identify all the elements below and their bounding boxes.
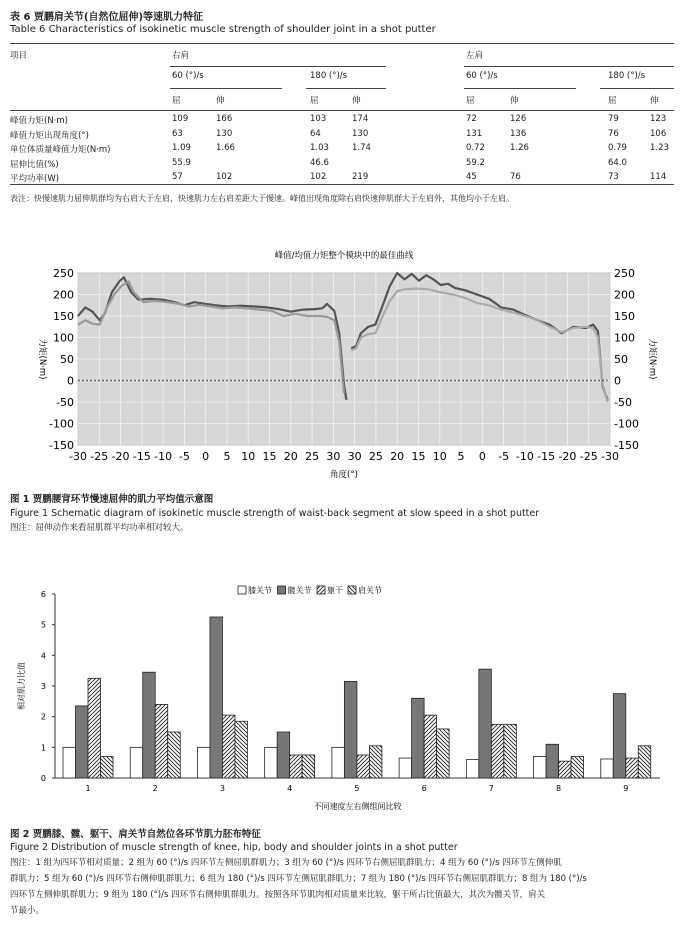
bar [168,732,181,778]
bar [130,747,143,778]
table-cell: 0.79 [608,143,627,153]
speed-header: 180 (°)/s [310,71,348,81]
bar [491,724,504,778]
y-tick-label: 0 [67,374,74,388]
x-tick-label: 4 [287,784,293,793]
y-axis-label: 力矩(N·m) [37,338,47,380]
figure2-caption-cn: 图 2 贾鹏膝、髋、躯干、肩关节自然位各环节肌力胚布特征 [10,829,261,840]
bar [479,669,492,778]
table-cell: 45 [466,172,477,182]
x-tick-label: 10 [432,450,447,463]
table-cell: 79 [608,114,619,124]
table-cell: 1.09 [172,143,191,153]
x-tick-label: 3 [219,784,225,793]
y-tick-label-right: 200 [614,288,635,302]
table-cell: 130 [216,128,233,139]
y-tick-label: -50 [56,396,74,409]
x-tick-label: -10 [154,450,173,463]
x-tick-label: 1 [85,784,91,793]
bar [290,755,303,778]
table-cell: 106 [650,128,667,139]
table-cell: 72 [466,114,477,124]
table-cell: 103 [310,114,327,124]
figure1-line-chart [0,240,684,490]
y-tick-label: 200 [53,288,74,302]
x-tick-label: 9 [623,784,629,793]
bar [101,757,114,778]
x-tick-label: -30 [69,450,87,463]
y-tick-label-right: -50 [614,396,632,409]
y-tick-label: 4 [40,651,46,661]
bar [369,746,382,778]
bar [344,681,357,778]
table-cell: 1.66 [216,143,235,153]
y-tick-label-right: 50 [614,353,628,366]
bar [265,747,278,778]
legend-swatch [348,586,356,594]
y-tick-label: -150 [49,439,74,452]
bar [504,724,517,778]
table-cell: 63 [172,128,183,139]
flex-header: 屈 [608,96,617,106]
bar [534,757,547,778]
table-cell: 73 [608,172,619,182]
x-tick-label: -25 [579,450,598,463]
bar [601,759,614,778]
row-label: 峰值力矩出现角度(°) [10,130,89,141]
x-tick-label: 2 [152,784,158,793]
table-top-rule [10,43,674,44]
y-tick-label: -100 [49,417,74,431]
legend-label: 肩关节 [358,586,382,595]
flex-header: 屈 [310,96,319,106]
bar [357,755,370,778]
x-tick-label: 20 [283,450,298,463]
x-tick-label: -10 [515,450,534,463]
bar [571,757,584,778]
row-label: 平均功率(W) [10,174,60,184]
bar [76,706,89,778]
y-axis-label: 相对肌力比值 [17,662,26,710]
figure2-bar-chart [0,578,684,818]
table-cell: 219 [352,172,369,182]
row-label: 峰值力矩(N·m) [10,116,68,126]
y-tick-label: 50 [60,353,74,366]
bar [143,672,156,778]
table-cell: 59.2 [466,157,485,168]
bar [210,617,223,778]
table-cell: 114 [650,172,667,182]
x-tick-label: -15 [132,450,151,463]
x-axis-label: 角度(°) [330,470,358,480]
figure2-note [10,855,678,919]
y-tick-label-right: -150 [614,439,639,452]
table-cell: 1.26 [510,143,529,153]
y-tick-label: 250 [53,267,74,280]
table-cell: 1.74 [352,143,371,153]
y-tick-label-right: 150 [614,310,635,323]
figure1-note: 图注：屈伸动作来看屈肌群平均功率相对较大。 [10,523,189,533]
legend-label: 膝关节 [248,586,272,595]
legend-label: 躯干 [327,586,343,595]
legend-swatch [278,586,286,594]
table-cell: 130 [352,128,369,139]
figure2-note-line: 群肌力；5 组为 60 (°)/s 四环节右侧伸肌群肌力；6 组为 180 (°)/s 四环节左侧屈肌群肌力；7 组为 180 (°)/s 四环节右侧屈肌群肌力；8 组为 180 (°)/s [10,874,587,884]
x-tick-label: 10 [241,450,256,463]
table-cell: 131 [466,128,483,139]
bar [302,755,315,778]
x-tick-label: 6 [421,784,427,793]
x-tick-label: 25 [305,450,320,463]
bar [197,747,210,778]
table-cell: 174 [352,114,369,124]
x-tick-label: 0 [478,450,486,463]
y-tick-label: 3 [40,682,46,691]
table-note: 表注：快慢速肌力屈伸肌群均为右肩大于左肩，快速肌力左右肩差距大于慢速。峰值出现角度除右肩快速伸肌群大于左肩外，其他均小于左肩。 [10,194,514,203]
table-cell: 64.0 [608,157,627,168]
x-tick-label: 15 [411,450,426,463]
bar [155,704,168,778]
y-tick-label: 6 [40,590,46,599]
table-cell: 136 [510,128,527,139]
x-tick-label: 5 [354,784,360,793]
row-label: 单位体质量峰值力矩(N·m) [10,145,111,155]
table-cell: 57 [172,172,183,182]
figure2-caption-en: Figure 2 Distribution of muscle strength of knee, hip, body and shoulder joints in a shot putter [10,842,458,853]
table-cell: 0.72 [466,143,485,153]
bar [437,729,450,778]
speed-rule-2 [306,88,386,89]
ext-header: 伸 [216,96,225,106]
table-caption-cn: 表 6 贾鹏肩关节(自然位屈伸)等速肌力特征 [10,12,204,23]
y-tick-label-right: 250 [614,267,635,280]
legend-label: 髋关节 [287,586,312,595]
x-tick-label: 7 [488,784,494,793]
bar [399,758,412,778]
table-cell: 55.9 [172,157,191,168]
x-tick-label: -20 [558,450,577,463]
flex-header: 屈 [172,96,181,106]
item-header: 项目 [10,51,28,61]
table-cell: 126 [510,114,527,124]
table-bottom-rule [10,184,674,185]
x-tick-label: 5 [457,450,465,463]
speed-header: 60 (°)/s [466,71,498,81]
bar [235,721,248,778]
x-tick-label: 15 [262,450,277,463]
figure2-note-line: 四环节左侧伸肌群肌力；9 组为 180 (°)/s 四环节右侧伸肌群肌力。按照各环节肌肉相对质量来比较，躯干所占比值最大，其次为髋关节，肩关 [10,890,546,900]
bar [626,758,639,778]
table-cell: 123 [650,114,667,124]
left-shoulder-rule [464,66,674,67]
y-tick-label: 150 [53,310,74,323]
bar [546,744,559,778]
bar [466,760,479,778]
speed-rule-1 [170,88,282,89]
ext-header: 伸 [352,96,361,106]
bar [412,698,425,778]
x-axis-label: 不同速度左右侧组间比较 [313,802,402,811]
table-cell: 76 [510,172,521,182]
table-cell: 64 [310,128,321,139]
y-tick-label-right: 0 [614,374,621,388]
bar [559,761,572,778]
x-tick-label: 5 [223,450,231,463]
left-shoulder-header: 左肩 [466,51,484,61]
x-tick-label: -5 [498,450,510,463]
y-tick-label: 0 [40,774,46,783]
table-cell: 102 [216,172,233,182]
table-cell: 166 [216,114,233,124]
x-tick-label: -20 [111,450,130,463]
speed-rule-4 [600,88,674,89]
ext-header: 伸 [510,96,519,106]
figure2-note-line: 图注：1 组为四环节相对质量；2 组为 60 (°)/s 四环节左侧屈肌群肌力；3 组为 60 (°)/s 四环节右侧屈肌群肌力；4 组为 60 (°)/s 四环节左侧伸肌 [10,858,562,868]
ext-header: 伸 [650,96,659,106]
right-shoulder-header: 右肩 [172,51,190,61]
speed-header: 180 (°)/s [608,71,646,81]
y-tick-label-right: 100 [614,331,635,345]
x-tick-label: 0 [202,450,210,463]
flex-header: 屈 [466,96,475,106]
y-tick-label: 5 [40,620,46,630]
y-tick-label: 2 [40,712,46,722]
bar [638,746,651,778]
bar [613,694,626,778]
y-tick-label: 100 [53,331,74,345]
figure1-caption-cn: 图 1 贾鹏腰背环节慢速屈伸的肌力平均值示意图 [10,494,214,505]
table-header-rule [10,110,674,111]
x-tick-label: 20 [390,450,405,463]
y-tick-label: 1 [40,743,46,753]
x-tick-label: 25 [368,450,383,463]
table-cell: 76 [608,128,619,139]
table-cell: 1.03 [310,143,329,153]
figure1-caption-en: Figure 1 Schematic diagram of isokinetic muscle strength of waist-back segment at slow speed in a shot putter [10,508,540,519]
table-cell: 46.6 [310,157,329,168]
x-tick-label: -15 [537,450,556,463]
bar [88,678,101,778]
x-tick-label: 30 [347,450,362,463]
table-cell: 102 [310,172,327,182]
legend-swatch [317,586,325,594]
legend-swatch [238,586,246,594]
y-axis-label-right: 力矩(N·m) [647,338,657,380]
right-shoulder-rule [170,66,386,67]
bar [332,747,345,778]
table-caption-en: Table 6 Characteristics of isokinetic muscle strength of shoulder joint in a shot putter [10,24,436,35]
y-tick-label-right: -100 [614,417,639,431]
x-tick-label: -30 [601,450,619,463]
bar [277,732,290,778]
chart-title: 峰值/均值力矩整个模块中的最佳曲线 [274,251,414,261]
x-tick-label: -5 [178,450,190,463]
bar [424,715,437,778]
speed-rule-3 [464,88,576,89]
table-cell: 1.23 [650,143,669,153]
row-label: 屈伸比值(%) [10,159,59,170]
bar [222,715,235,778]
figure2-note-line: 节最小。 [10,906,45,916]
table-cell: 109 [172,114,189,124]
bar [63,747,76,778]
x-tick-label: -25 [90,450,109,463]
x-tick-label: 30 [326,450,341,463]
speed-header: 60 (°)/s [172,71,204,81]
x-tick-label: 8 [556,784,562,793]
